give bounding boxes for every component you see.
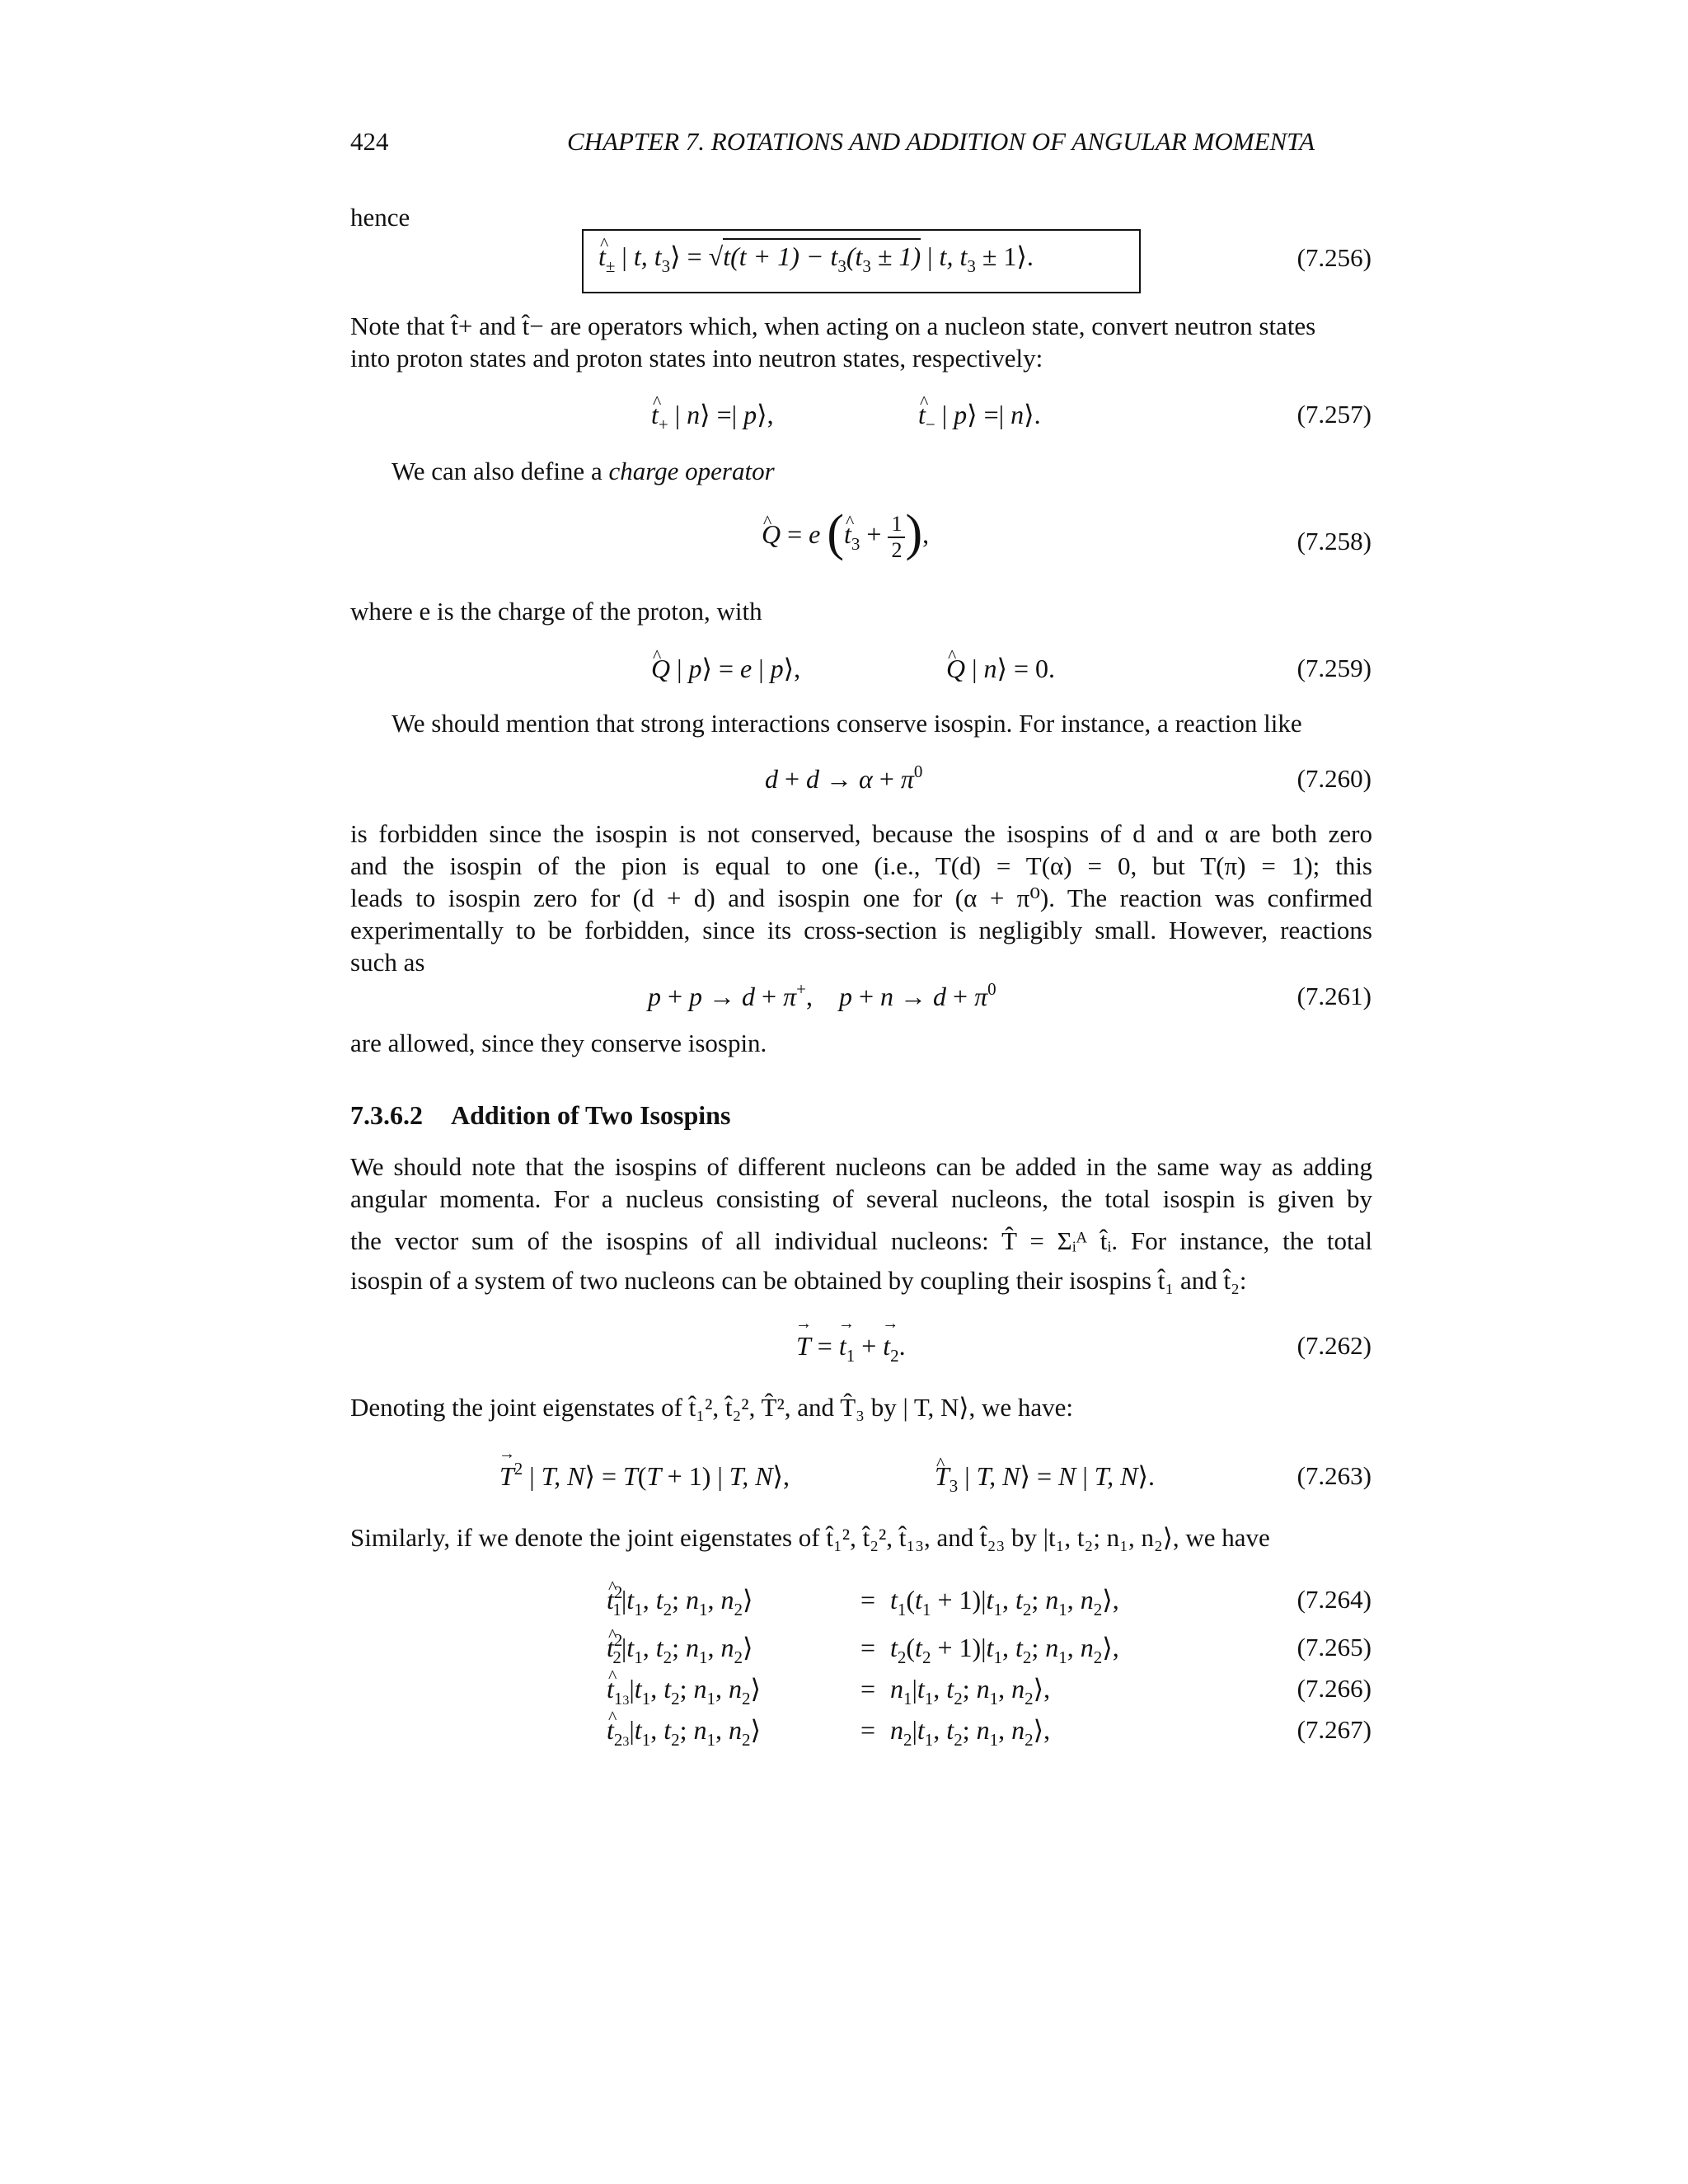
equation-number: (7.264) — [1296, 1585, 1372, 1614]
equation-7-256: ^ $t_\pm$ | t, $t_3⟩ = √t(t + 1) - t_3(t_3 \pm 1)$ | t, $t_3$ ± 1⟩. — [582, 229, 1141, 293]
text-hence: hence — [350, 203, 410, 232]
paragraph-line: isospin of a system of two nucleons can be obtained by coupling their isospins t̂₁ and t̂₂: — [350, 1266, 1247, 1295]
paragraph-line: where e is the charge of the proton, with — [350, 597, 762, 626]
equation-7-264: ^ $t^2_1|t_1$, $t_2$; $n_1$, $n_2⟩$ = $t_1(t_1 + 1)|t_1$, $t_2$; $n_1$, $n_2⟩$, — [607, 1582, 1119, 1620]
equation-number: (7.267) — [1296, 1715, 1372, 1744]
paragraph-line: Note that t̂+ and t̂− are operators which, when acting on a nucleon state, convert neutron states — [350, 312, 1316, 340]
equation-7-263b: ^ $T_3$ | T, N⟩ = N | T, N⟩. — [935, 1459, 1155, 1497]
equation-7-259b: ^ Q | n⟩ = 0. — [946, 651, 1055, 686]
equation-7-258: ^ Q = e (^ $t_3$ + $\frac{1}{2}$ ), — [762, 509, 929, 563]
section-title: Addition of Two Isospins — [451, 1100, 731, 1130]
equation-number: (7.256) — [1296, 243, 1372, 272]
paragraph-line: experimentally to be forbidden, since its cross-section is negligibly small. However, reactions — [350, 916, 1372, 944]
equation-7-257b: ^ $t_-$ | p⟩ =| n⟩. — [918, 397, 1041, 435]
equation-number: (7.263) — [1296, 1461, 1372, 1490]
equation-number: (7.259) — [1296, 654, 1372, 682]
equation-7-267: ^ $t_{23}|t_1$, $t_2$; $n_1$, $n_2⟩$ = $n_2|t_1$, $t_2$; $n_1$, $n_2⟩$, — [607, 1713, 1050, 1753]
paragraph-line: such as — [350, 948, 425, 977]
section-number: 7.3.6.2 — [350, 1100, 423, 1130]
equation-7-257a: ^ $t_+$ | n⟩ =| p⟩, — [651, 397, 774, 435]
text-span: We can also define a — [392, 457, 609, 485]
paragraph-line: and the isospin of the pion is equal to one (i.e., T(d) = T(α) = 0, but T(π) = 1); this — [350, 851, 1372, 880]
paragraph-line: We should mention that strong interactions conserve isospin. For instance, a reaction like — [392, 709, 1302, 738]
equation-number: (7.261) — [1296, 982, 1372, 1010]
equation-number: (7.266) — [1296, 1674, 1372, 1703]
equation-number: (7.258) — [1296, 527, 1372, 555]
equation-7-259a: ^ Q | p⟩ = e | p⟩, — [651, 651, 800, 686]
equation-number: (7.262) — [1296, 1331, 1372, 1360]
running-title: CHAPTER 7. ROTATIONS AND ADDITION OF ANGULAR MOMENTA — [567, 127, 1315, 156]
paragraph-line: We should note that the isospins of different nucleons can be added in the same way as adding — [350, 1152, 1372, 1181]
equation-7-265: ^ $t^2_2|t_1$, $t_2$; $n_1$, $n_2⟩$ = $t_2(t_2 + 1)|t_1$, $t_2$; $n_1$, $n_2⟩$, — [607, 1630, 1119, 1668]
paragraph-line: Denoting the joint eigenstates of t̂₁², t̂₂², T̂², and T̂₃ by | T, N⟩, we have: — [350, 1393, 1073, 1422]
italic-term: charge operator — [608, 457, 775, 485]
paragraph-line: Similarly, if we denote the joint eigenstates of t̂₁², t̂₂², t̂₁₃, and t̂₂₃ by |t₁, t₂; n₁, n₂⟩, we have — [350, 1523, 1270, 1552]
paragraph-line: into proton states and proton states into neutron states, respectively: — [350, 344, 1043, 373]
equation-number: (7.260) — [1296, 764, 1372, 793]
page-number: 424 — [350, 127, 389, 156]
paragraph-line — [392, 455, 775, 488]
equation-7-262: T → = $t \to_1 + t \to_2$. — [796, 1329, 906, 1366]
paragraph-line: angular momenta. For a nucleus consisting of several nucleons, the total isospin is given by — [350, 1184, 1372, 1213]
equation-7-266: ^ $t_{13}|t_1$, $t_2$; $n_1$, $n_2⟩$ = $n_1|t_1$, $t_2$; $n_1$, $n_2⟩$, — [607, 1671, 1050, 1712]
equation-7-263a: T →$^2$ | T, N⟩ = T(T + 1) | T, N⟩, — [499, 1459, 790, 1497]
paragraph-line: are allowed, since they conserve isospin. — [350, 1029, 767, 1057]
equation-7-261: p + p → d + π+, $p + n \to d + \pi^0$ — [648, 979, 996, 1011]
equation-number: (7.257) — [1296, 400, 1372, 429]
equation-number: (7.265) — [1296, 1633, 1372, 1661]
paragraph-line: is forbidden since the isospin is not conserved, because the isospins of d and α are both zero — [350, 819, 1372, 848]
section-heading — [350, 1099, 730, 1132]
equation-7-260: $d + d \to \alpha + \pi^0$ — [765, 762, 923, 794]
paragraph-line: leads to isospin zero for (d + d) and isospin one for (α + π⁰). The reaction was confirmed — [350, 883, 1372, 912]
paragraph-line: the vector sum of the isospins of all individual nucleons: T̂ = Σᵢᴬ t̂ᵢ. For instance, the total — [350, 1226, 1372, 1255]
